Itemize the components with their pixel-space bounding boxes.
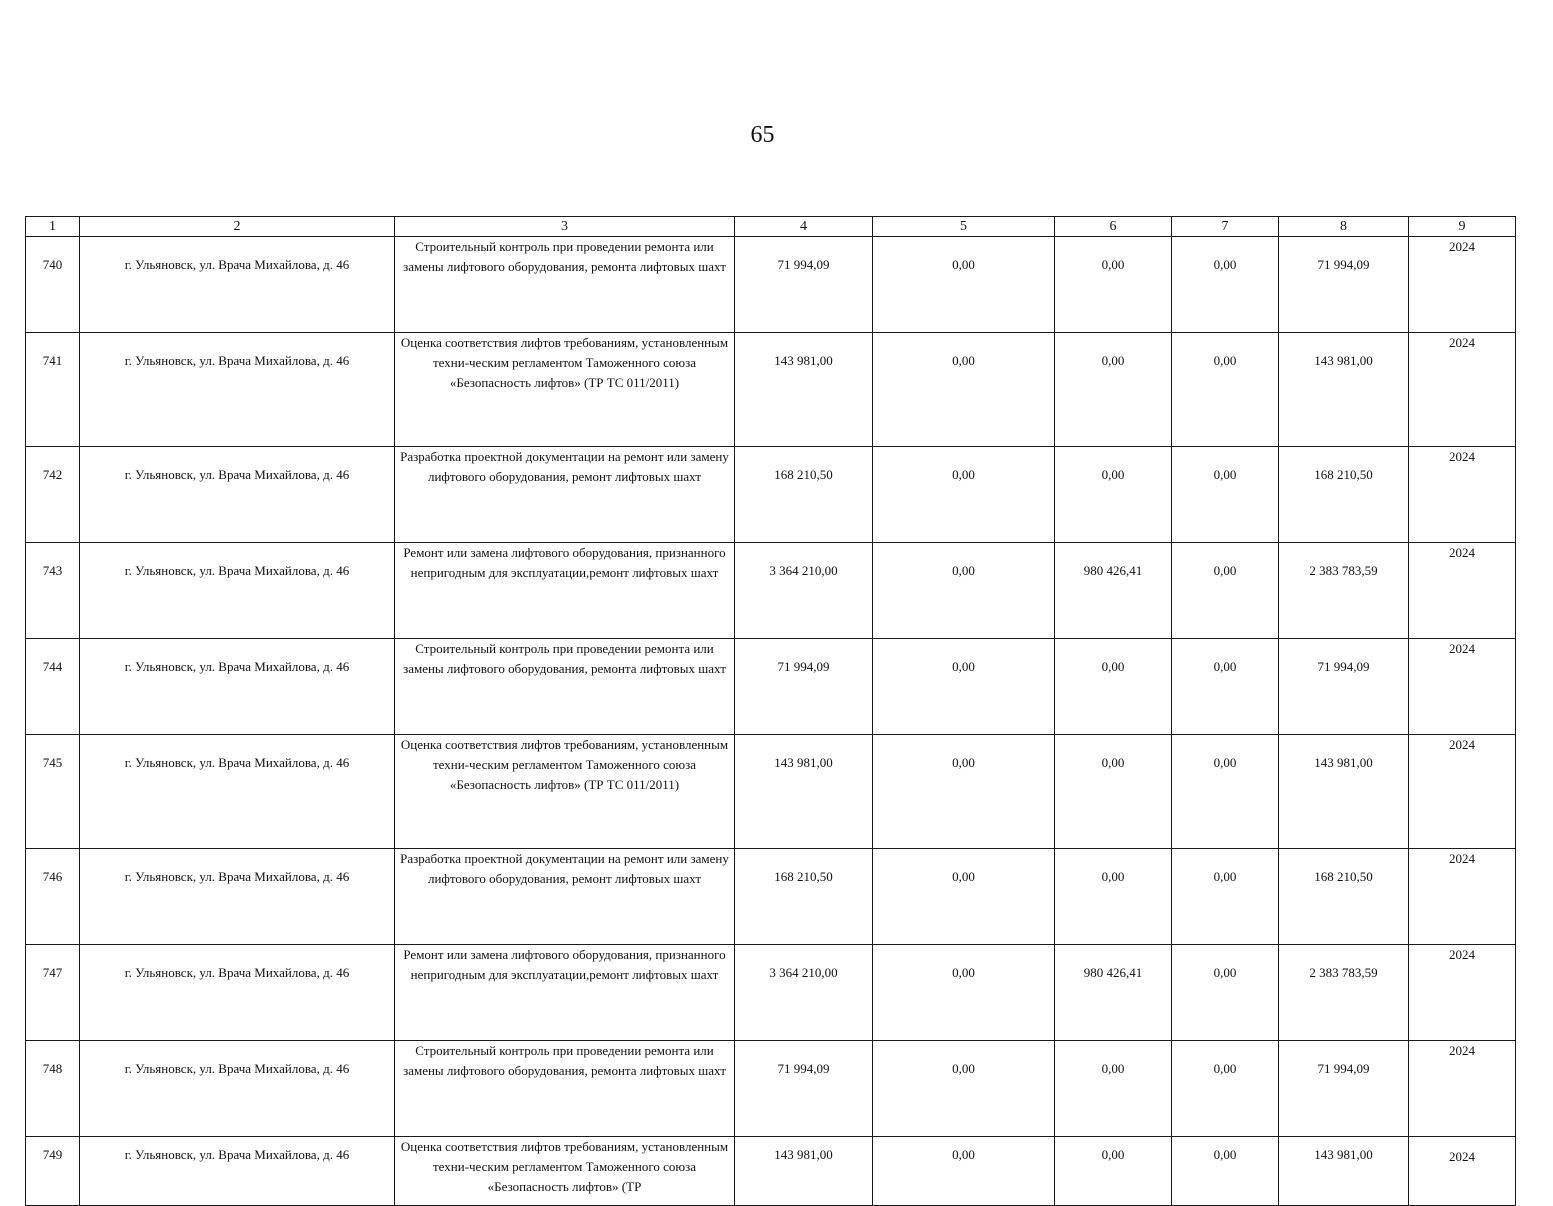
year-cell: 2024 xyxy=(1409,543,1516,639)
value-cell-5: 0,00 xyxy=(873,447,1055,543)
value-cell-5: 0,00 xyxy=(873,333,1055,447)
row-number: 748 xyxy=(26,1041,80,1137)
year-cell: 2024 xyxy=(1409,945,1516,1041)
year-cell: 2024 xyxy=(1409,735,1516,849)
value-cell-8: 143 981,00 xyxy=(1279,735,1409,849)
value-cell-5: 0,00 xyxy=(873,237,1055,333)
page-number: 65 xyxy=(750,122,775,148)
column-header: 9 xyxy=(1409,217,1516,237)
year-cell: 2024 xyxy=(1409,447,1516,543)
row-number: 745 xyxy=(26,735,80,849)
total-cost-cell: 3 364 210,00 xyxy=(735,543,873,639)
value-cell-7: 0,00 xyxy=(1172,735,1279,849)
value-cell-5: 0,00 xyxy=(873,543,1055,639)
value-cell-7: 0,00 xyxy=(1172,237,1279,333)
year-cell: 2024 xyxy=(1409,639,1516,735)
value-cell-8: 71 994,09 xyxy=(1279,1041,1409,1137)
value-cell-6: 0,00 xyxy=(1055,735,1172,849)
work-type-text: Строительный контроль при проведении ремонта или замены лифтового оборудования, ремонта лифтовых шахт xyxy=(403,641,726,676)
table-row xyxy=(26,849,1516,945)
row-number: 747 xyxy=(26,945,80,1041)
value-cell-7: 0,00 xyxy=(1172,447,1279,543)
column-header: 5 xyxy=(873,217,1055,237)
value-cell-6: 0,00 xyxy=(1055,1137,1172,1206)
value-cell-8: 2 383 783,59 xyxy=(1279,543,1409,639)
total-cost-cell: 168 210,50 xyxy=(735,849,873,945)
column-header: 3 xyxy=(395,217,735,237)
column-header: 4 xyxy=(735,217,873,237)
address-cell: г. Ульяновск, ул. Врача Михайлова, д. 46 xyxy=(80,333,395,447)
value-cell-5: 0,00 xyxy=(873,945,1055,1041)
address-cell: г. Ульяновск, ул. Врача Михайлова, д. 46 xyxy=(80,237,395,333)
column-number-row xyxy=(26,217,1516,237)
value-cell-6: 0,00 xyxy=(1055,237,1172,333)
total-cost-cell: 71 994,09 xyxy=(735,639,873,735)
works-table xyxy=(25,216,1516,1206)
row-number: 741 xyxy=(26,333,80,447)
address-cell: г. Ульяновск, ул. Врача Михайлова, д. 46 xyxy=(80,1041,395,1137)
work-type-cell xyxy=(395,945,735,1041)
value-cell-7: 0,00 xyxy=(1172,945,1279,1041)
value-cell-5: 0,00 xyxy=(873,849,1055,945)
table-row xyxy=(26,735,1516,849)
row-number: 746 xyxy=(26,849,80,945)
value-cell-7: 0,00 xyxy=(1172,1137,1279,1206)
work-type-cell xyxy=(395,849,735,945)
value-cell-6: 0,00 xyxy=(1055,1041,1172,1137)
value-cell-8: 143 981,00 xyxy=(1279,333,1409,447)
address-cell: г. Ульяновск, ул. Врача Михайлова, д. 46 xyxy=(80,447,395,543)
work-type-text: Ремонт или замена лифтового оборудования, признанного непригодным для эксплуатации,ремонт лифтовых шахт xyxy=(403,545,726,580)
total-cost-cell: 71 994,09 xyxy=(735,1041,873,1137)
value-cell-6: 0,00 xyxy=(1055,447,1172,543)
table-row xyxy=(26,237,1516,333)
total-cost-cell: 168 210,50 xyxy=(735,447,873,543)
table-row xyxy=(26,543,1516,639)
year-cell: 2024 xyxy=(1409,237,1516,333)
column-header: 6 xyxy=(1055,217,1172,237)
work-type-cell xyxy=(395,1137,735,1206)
value-cell-7: 0,00 xyxy=(1172,639,1279,735)
value-cell-5: 0,00 xyxy=(873,1041,1055,1137)
value-cell-8: 143 981,00 xyxy=(1279,1137,1409,1206)
table-row xyxy=(26,639,1516,735)
address-cell: г. Ульяновск, ул. Врача Михайлова, д. 46 xyxy=(80,1137,395,1206)
total-cost-cell: 71 994,09 xyxy=(735,237,873,333)
address-cell: г. Ульяновск, ул. Врача Михайлова, д. 46 xyxy=(80,849,395,945)
work-type-text: Строительный контроль при проведении ремонта или замены лифтового оборудования, ремонта лифтовых шахт xyxy=(403,239,726,274)
table-row xyxy=(26,333,1516,447)
value-cell-8: 71 994,09 xyxy=(1279,237,1409,333)
column-header: 7 xyxy=(1172,217,1279,237)
year-cell: 2024 xyxy=(1409,333,1516,447)
address-cell: г. Ульяновск, ул. Врача Михайлова, д. 46 xyxy=(80,735,395,849)
value-cell-7: 0,00 xyxy=(1172,849,1279,945)
work-type-text: Оценка соответствия лифтов требованиям, установленным техни-ческим регламентом Таможенного союза «Безопасность лифтов» (ТР ТС 011/2011) xyxy=(400,737,729,792)
total-cost-cell: 143 981,00 xyxy=(735,1137,873,1206)
table-row xyxy=(26,1041,1516,1137)
work-type-text: Разработка проектной документации на ремонт или замену лифтового оборудования, ремонт лифтовых шахт xyxy=(400,851,729,886)
table-row xyxy=(26,447,1516,543)
value-cell-5: 0,00 xyxy=(873,1137,1055,1206)
value-cell-7: 0,00 xyxy=(1172,543,1279,639)
value-cell-8: 168 210,50 xyxy=(1279,447,1409,543)
row-number: 743 xyxy=(26,543,80,639)
work-type-cell xyxy=(395,1041,735,1137)
year-cell: 2024 xyxy=(1409,1137,1516,1206)
table-row xyxy=(26,1137,1516,1206)
value-cell-6: 0,00 xyxy=(1055,333,1172,447)
year-cell: 2024 xyxy=(1409,849,1516,945)
row-number: 749 xyxy=(26,1137,80,1206)
work-type-cell xyxy=(395,447,735,543)
address-cell: г. Ульяновск, ул. Врача Михайлова, д. 46 xyxy=(80,639,395,735)
year-cell: 2024 xyxy=(1409,1041,1516,1137)
row-number: 744 xyxy=(26,639,80,735)
work-type-text: Строительный контроль при проведении ремонта или замены лифтового оборудования, ремонта лифтовых шахт xyxy=(403,1043,726,1078)
work-type-cell xyxy=(395,735,735,849)
value-cell-6: 0,00 xyxy=(1055,639,1172,735)
work-type-cell xyxy=(395,543,735,639)
value-cell-8: 2 383 783,59 xyxy=(1279,945,1409,1041)
work-type-text: Разработка проектной документации на ремонт или замену лифтового оборудования, ремонт лифтовых шахт xyxy=(400,449,729,484)
row-number: 740 xyxy=(26,237,80,333)
work-type-text: Оценка соответствия лифтов требованиям, установленным техни-ческим регламентом Таможенного союза «Безопасность лифтов» (ТР xyxy=(400,1139,729,1194)
value-cell-5: 0,00 xyxy=(873,735,1055,849)
value-cell-8: 71 994,09 xyxy=(1279,639,1409,735)
column-header: 8 xyxy=(1279,217,1409,237)
work-type-cell xyxy=(395,237,735,333)
total-cost-cell: 3 364 210,00 xyxy=(735,945,873,1041)
value-cell-5: 0,00 xyxy=(873,639,1055,735)
row-number: 742 xyxy=(26,447,80,543)
address-cell: г. Ульяновск, ул. Врача Михайлова, д. 46 xyxy=(80,945,395,1041)
total-cost-cell: 143 981,00 xyxy=(735,735,873,849)
value-cell-8: 168 210,50 xyxy=(1279,849,1409,945)
value-cell-7: 0,00 xyxy=(1172,1041,1279,1137)
column-header: 1 xyxy=(26,217,80,237)
address-cell: г. Ульяновск, ул. Врача Михайлова, д. 46 xyxy=(80,543,395,639)
value-cell-6: 980 426,41 xyxy=(1055,543,1172,639)
work-type-cell xyxy=(395,333,735,447)
column-header: 2 xyxy=(80,217,395,237)
value-cell-6: 980 426,41 xyxy=(1055,945,1172,1041)
total-cost-cell: 143 981,00 xyxy=(735,333,873,447)
value-cell-7: 0,00 xyxy=(1172,333,1279,447)
value-cell-6: 0,00 xyxy=(1055,849,1172,945)
work-type-text: Оценка соответствия лифтов требованиям, установленным техни-ческим регламентом Таможенного союза «Безопасность лифтов» (ТР ТС 011/2011) xyxy=(400,335,729,390)
table-row xyxy=(26,945,1516,1041)
work-type-text: Ремонт или замена лифтового оборудования, признанного непригодным для эксплуатации,ремонт лифтовых шахт xyxy=(403,947,726,982)
work-type-cell xyxy=(395,639,735,735)
